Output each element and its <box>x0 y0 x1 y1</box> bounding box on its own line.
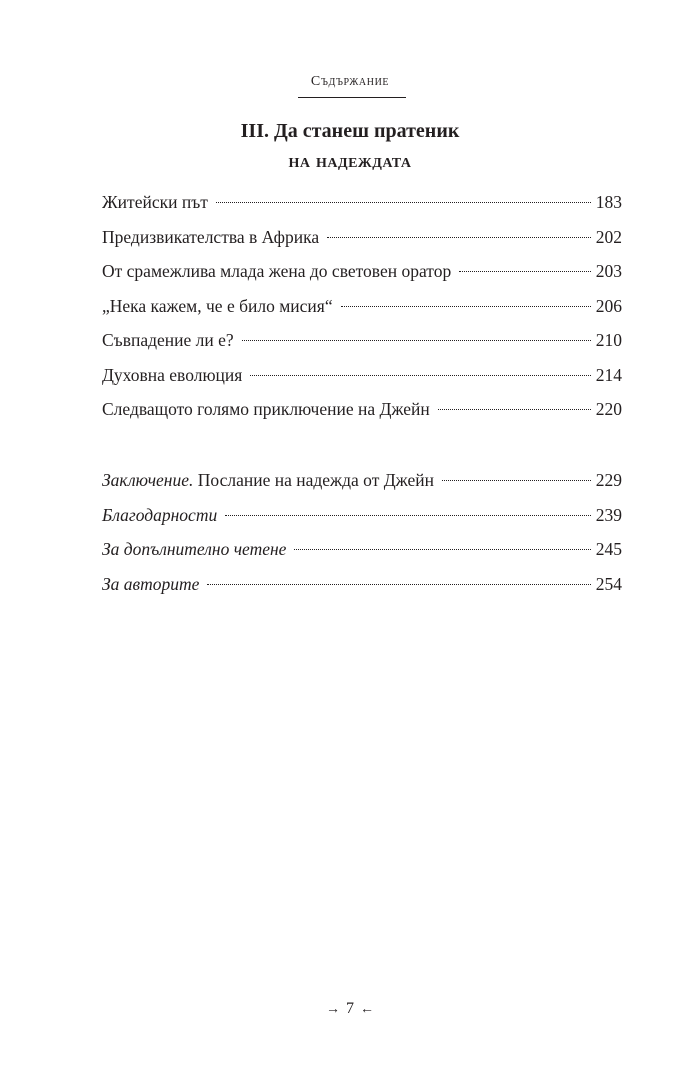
toc-entry-title: Предизвикателства в Африка <box>102 226 320 247</box>
toc-entry-title: Духовна еволюция <box>102 364 243 385</box>
toc-entry-title: Съвпадение ли е? <box>102 330 234 350</box>
toc-entry[interactable] <box>102 470 622 505</box>
toc-entry-title-italic: Благодарности <box>102 504 218 525</box>
page-number: 7 <box>346 1000 354 1017</box>
right-arrow-ornament-icon: → <box>326 1002 340 1017</box>
dot-leader <box>225 515 591 516</box>
section-title-line-1: III. Да станеш пратеник <box>240 120 460 142</box>
toc-entry-page: 210 <box>595 330 622 350</box>
dot-leader <box>327 237 591 238</box>
toc-entry-page: 245 <box>595 539 622 559</box>
toc-list <box>102 192 622 434</box>
section-title-line-2: на надеждата <box>288 150 412 172</box>
toc-entry-page: 203 <box>595 261 622 281</box>
toc-entry-title <box>102 574 199 595</box>
dot-leader <box>442 480 591 481</box>
toc-entry-title <box>102 539 286 560</box>
toc-entry-title: От срамежлива млада жена до световен оратор <box>102 261 452 281</box>
dot-leader <box>250 375 590 376</box>
toc-entry[interactable] <box>102 574 622 609</box>
toc-entry[interactable] <box>102 227 622 262</box>
toc-entry[interactable] <box>102 192 622 227</box>
section-title <box>0 116 700 176</box>
dot-leader <box>294 549 590 550</box>
toc-entry[interactable] <box>102 330 622 365</box>
toc-entry-title-italic: Заключение. <box>102 470 194 490</box>
toc-entry-page: 206 <box>595 295 622 316</box>
toc-entry-page: 239 <box>595 504 622 525</box>
toc-entry[interactable] <box>102 296 622 331</box>
dot-leader <box>438 409 591 410</box>
toc-entry[interactable] <box>102 261 622 296</box>
toc-entry-page: 183 <box>595 192 622 212</box>
running-head-rule <box>298 97 406 98</box>
back-matter-list <box>102 470 622 608</box>
toc-entry-page: 229 <box>595 470 622 490</box>
toc-entry[interactable] <box>102 365 622 400</box>
toc-entry-title <box>102 470 434 491</box>
toc-entry-page: 202 <box>595 226 622 247</box>
dot-leader <box>242 340 591 341</box>
left-arrow-ornament-icon: ← <box>360 1002 374 1017</box>
toc-entry[interactable] <box>102 505 622 540</box>
running-head: Съдържание <box>310 74 390 89</box>
toc-entry-page: 254 <box>595 573 622 594</box>
toc-entry-title: Следващото голямо приключение на Джейн <box>102 399 430 419</box>
toc-entry-title: „Нека кажем, че е било мисия“ <box>102 295 333 316</box>
toc-entry-title-rest: Послание на надежда от Джейн <box>193 470 435 490</box>
toc-entry-title-italic: За авторите <box>102 573 200 594</box>
dot-leader <box>207 584 590 585</box>
toc-entry-page: 220 <box>595 399 622 419</box>
toc-entry-title <box>102 505 217 526</box>
toc-entry[interactable] <box>102 539 622 574</box>
toc-entry-title-italic: За допълнително четене <box>102 539 287 559</box>
dot-leader <box>216 202 591 203</box>
toc-entry[interactable] <box>102 399 622 434</box>
toc-entry-title: Житейски път <box>102 192 208 212</box>
dot-leader <box>459 271 591 272</box>
toc-entry-page: 214 <box>595 364 622 385</box>
page-folio <box>0 1000 700 1018</box>
dot-leader <box>341 306 591 307</box>
